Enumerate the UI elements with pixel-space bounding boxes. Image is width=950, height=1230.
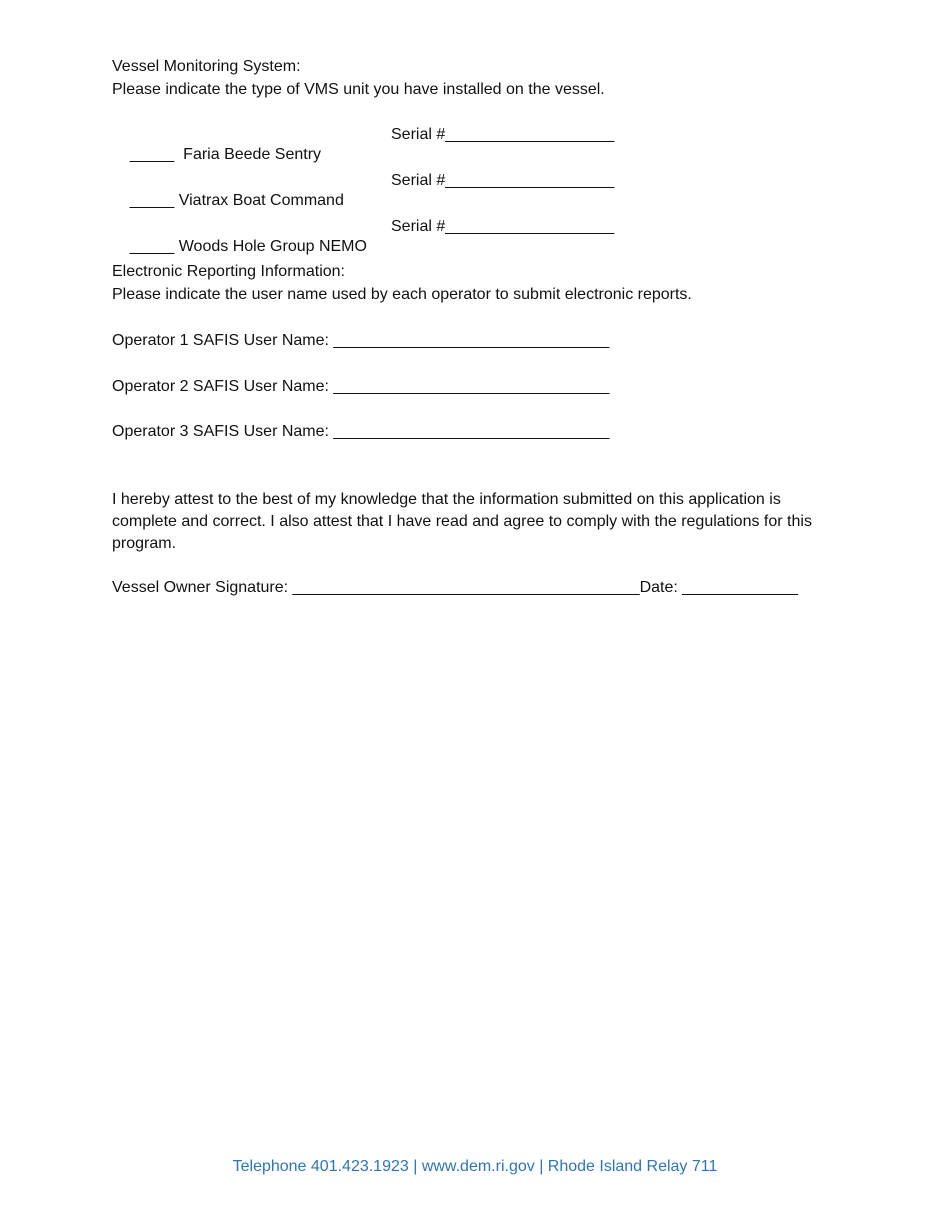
vms-unit-serial[interactable]: Serial #___________________ <box>391 126 615 143</box>
operator-username-field[interactable]: Operator 2 SAFIS User Name: _______________________________ <box>112 378 610 395</box>
vms-unit-name: Faria Beede Sentry <box>183 146 322 163</box>
vms-heading: Vessel Monitoring System: <box>112 58 301 75</box>
vms-unit-serial[interactable]: Serial #___________________ <box>391 218 615 235</box>
vms-instruction: Please indicate the type of VMS unit you have installed on the vessel. <box>112 81 605 98</box>
operator-username-field[interactable]: Operator 3 SAFIS User Name: _______________________________ <box>112 423 610 440</box>
reporting-heading: Electronic Reporting Information: <box>112 263 345 280</box>
operator-username-field[interactable]: Operator 1 SAFIS User Name: _______________________________ <box>112 332 610 349</box>
vms-unit-checkbox-line[interactable]: _____ <box>129 238 175 255</box>
vms-unit-serial[interactable]: Serial #___________________ <box>391 172 615 189</box>
footer-contact: Telephone 401.423.1923 | www.dem.ri.gov | Rhode Island Relay 711 <box>232 1158 718 1175</box>
signature-date-line[interactable]: Vessel Owner Signature: _______________________________________Date: _____________ <box>112 579 798 596</box>
vms-unit-name: Viatrax Boat Command <box>178 192 344 209</box>
vms-unit-checkbox-line[interactable]: _____ <box>129 192 175 209</box>
vms-unit-checkbox-line[interactable]: _____ <box>129 146 175 163</box>
vms-unit-name: Woods Hole Group NEMO <box>178 238 367 255</box>
reporting-instruction: Please indicate the user name used by each operator to submit electronic reports. <box>112 286 692 303</box>
attestation-text: I hereby attest to the best of my knowledge that the information submitted on this application is complete and correct. I also attest that I have read and agree to comply with the regulations for this program. <box>112 491 812 552</box>
